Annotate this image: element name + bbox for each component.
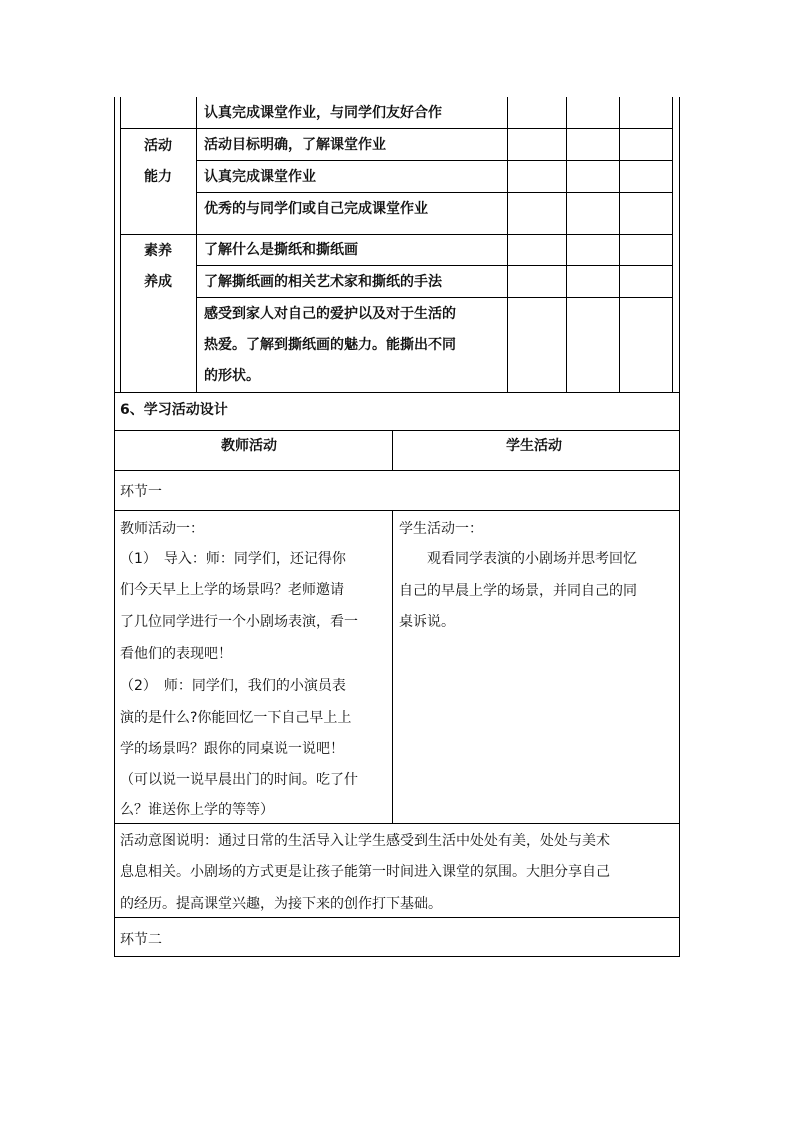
- border: [114, 470, 680, 471]
- border: [120, 128, 673, 129]
- criterion: 了解什么是撕纸和撕纸画: [204, 242, 358, 258]
- border: [196, 97, 197, 392]
- border: [120, 234, 673, 235]
- stage-label: 环节一: [120, 484, 162, 500]
- criterion-line: 感受到家人对自己的爱护以及对于生活的: [204, 306, 456, 322]
- border: [196, 160, 673, 161]
- border: [619, 97, 620, 392]
- teacher-line: （2） 师：同学们，我们的小演员表: [120, 678, 346, 694]
- border: [507, 97, 508, 392]
- category-label: 素养: [144, 243, 172, 259]
- intent-line: 的经历。提高课堂兴趣，为接下来的创作打下基础。: [120, 896, 442, 912]
- teacher-line: 教师活动一：: [120, 521, 204, 537]
- teacher-line: 演的是什么?你能回忆一下自己早上上: [120, 710, 352, 726]
- border: [566, 97, 567, 392]
- student-line: 自己的早晨上学的场景，并同自己的同: [399, 583, 637, 599]
- teacher-line: （可以说一说早晨出门的时间。吃了什: [120, 772, 358, 788]
- border: [196, 297, 673, 298]
- teacher-line: 了几位同学进行一个小剧场表演，看一: [120, 614, 358, 630]
- student-line: 学生活动一：: [399, 521, 483, 537]
- border: [114, 510, 680, 511]
- border: [114, 430, 680, 431]
- border: [114, 392, 115, 957]
- border: [672, 97, 673, 392]
- criterion-line: 的形状。: [204, 368, 260, 384]
- border: [114, 97, 115, 392]
- teacher-header: 教师活动: [221, 438, 277, 454]
- teacher-line: 看他们的表现吧！: [120, 646, 232, 662]
- stage-label: 环节二: [120, 932, 162, 948]
- criterion: 认真完成课堂作业，与同学们友好合作: [204, 105, 442, 121]
- criterion-line: 热爱。了解到撕纸画的魅力。能撕出不同: [204, 337, 456, 353]
- student-line: 桌诉说。: [399, 614, 455, 630]
- category-label: 活动: [144, 138, 172, 154]
- border: [114, 392, 680, 393]
- border: [114, 956, 680, 957]
- teacher-line: （1） 导入：师：同学们，还记得你: [120, 551, 346, 567]
- border: [114, 823, 680, 824]
- border: [120, 97, 121, 392]
- criterion: 优秀的与同学们或自己完成课堂作业: [204, 201, 428, 217]
- criterion: 了解撕纸画的相关艺术家和撕纸的手法: [204, 274, 442, 290]
- student-header: 学生活动: [506, 438, 562, 454]
- border: [114, 917, 680, 918]
- border: [196, 192, 673, 193]
- teacher-line: 学的场景吗？跟你的同桌说一说吧！: [120, 741, 344, 757]
- intent-line: 息息相关。小剧场的方式更是让孩子能第一时间进入课堂的氛围。大胆分享自己: [120, 864, 610, 880]
- section-title: 6、学习活动设计: [120, 402, 228, 418]
- criterion: 活动目标明确，了解课堂作业: [204, 137, 386, 153]
- intent-line: 活动意图说明：通过日常的生活导入让学生感受到生活中处处有美，处处与美术: [120, 833, 610, 849]
- category-label: 能力: [144, 169, 172, 185]
- category-label: 养成: [144, 274, 172, 290]
- student-line: 观看同学表演的小剧场并思考回忆: [399, 551, 637, 567]
- criterion: 认真完成课堂作业: [204, 169, 316, 185]
- teacher-line: 么？谁送你上学的等等）: [120, 802, 274, 818]
- border: [679, 97, 680, 392]
- border: [392, 510, 393, 823]
- border: [196, 265, 673, 266]
- border: [679, 392, 680, 957]
- teacher-line: 们今天早上上学的场景吗？老师邀请: [120, 582, 344, 598]
- border: [392, 430, 393, 470]
